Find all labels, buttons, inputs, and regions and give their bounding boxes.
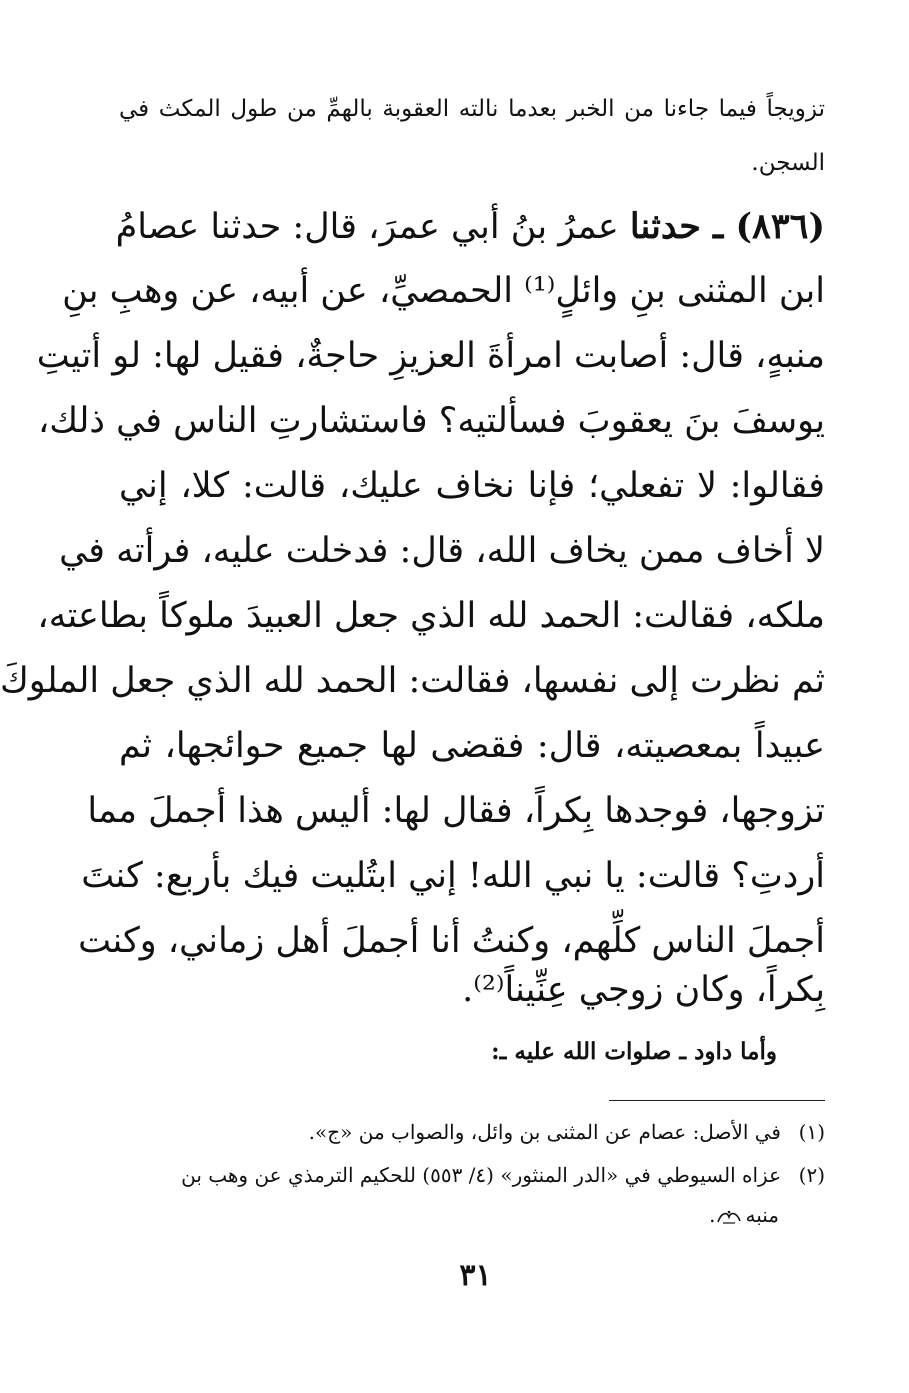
- hadith-line-12: أجملَ الناس كلِّهم، وكنتُ أنا أجملَ أهل زماني، وكنت: [78, 921, 825, 961]
- footnote-separator: [609, 1100, 825, 1101]
- hadith-line-9: عبيداً بمعصيته، قال: فقضى لها جميع حوائجها، ثم: [119, 726, 825, 766]
- hadith-line-3: منبهٍ، قال: أصابت امرأةَ العزيزِ حاجةٌ، فقيل لها: لو أتيتِ: [36, 336, 825, 376]
- hadith-line-1: [115, 206, 825, 247]
- footnote-2: [119, 1163, 825, 1187]
- hadith-line-8: ثم نظرت إلى نفسها، فقالت: الحمد لله الذي جعل الملوكَ: [0, 661, 825, 701]
- hadith-line-10: تزوجها، فوجدها بِكراً، فقال لها: أليس هذا أجملَ مما: [87, 791, 825, 831]
- page-number: ٣١: [459, 1258, 492, 1293]
- hadith-line-4: يوسفَ بنَ يعقوبَ فسألتيه؟ فاستشارتِ الناس في ذلك،: [37, 401, 825, 441]
- footnote-1: [119, 1120, 825, 1144]
- hadith-line-1-text: عمرُ بنُ أبي عمرَ، قال: حدثنا عصامُ: [115, 207, 619, 247]
- footnote-1-number: (١): [798, 1120, 825, 1144]
- intro-line-2: السجن.: [751, 150, 825, 176]
- hadith-line-7: ملكه، فقالت: الحمد لله الذي جعل العبيدَ ملوكاً بطاعته،: [37, 596, 825, 636]
- section-subheading: وأما داود ـ صلوات الله عليه ـ:: [491, 1038, 777, 1065]
- honorific-ligature-icon: [715, 1207, 743, 1227]
- hadith-line-2: ابن المثنى بنِ وائلٍ⁽¹⁾ الحمصيِّ، عن أبيه، عن وهبِ بنِ: [62, 271, 825, 311]
- footnote-2-number: (٢): [798, 1163, 825, 1187]
- hadith-line-11: أردتِ؟ قالت: يا نبي الله! إني ابتُليت فيك بأربع: كنتَ: [81, 856, 825, 896]
- hadith-line-13: بِكراً، وكان زوجي عِنِّيناً⁽²⁾.: [462, 970, 825, 1010]
- footnote-1-text: في الأصل: عصام عن المثنى بن وائل، والصواب من «ج».: [308, 1120, 781, 1144]
- hadith-line-6: لا أخاف ممن يخاف الله، قال: فدخلت عليه، فرأته في: [59, 531, 825, 571]
- intro-line-1: تزويجاً فيما جاءنا من الخبر بعدما نالته العقوبة بالهمِّ من طول المكث في: [119, 96, 825, 122]
- hadith-line-5: فقالوا: لا تفعلي؛ فإنا نخاف عليك، قالت: كلا، إني: [119, 466, 825, 506]
- hadith-number: (٨٣٦) ـ حدثنا: [629, 206, 825, 247]
- footnote-2-text: عزاه السيوطي في «الدر المنثور» (٤/ ٥٥٣) للحكيم الترمذي عن وهب بن: [181, 1163, 781, 1187]
- footnote-2-continuation-text: منبه: [745, 1203, 779, 1227]
- footnote-2-continuation: منبه.: [709, 1203, 779, 1227]
